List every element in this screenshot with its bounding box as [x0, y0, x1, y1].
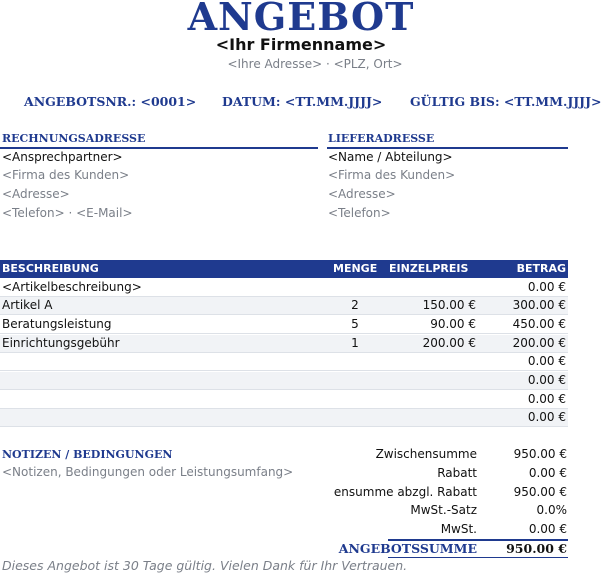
- row-amount: 0.00 €: [527, 354, 566, 368]
- company-address: <Ihre Adresse> · <PLZ, Ort>: [227, 57, 403, 71]
- row-divider: [0, 370, 568, 371]
- subtotal-value: 950.00 €: [513, 447, 567, 461]
- shipping-heading: LIEFERADRESSE: [328, 132, 435, 145]
- table-row: [0, 391, 568, 409]
- shipping-rule: [327, 147, 568, 149]
- discount-value: 0.00 €: [528, 466, 567, 480]
- document-title: ANGEBOT: [187, 0, 415, 39]
- col-unit-price: EINZELPREIS: [389, 262, 469, 275]
- row-quantity: 1: [351, 336, 359, 350]
- table-row: [0, 372, 568, 390]
- table-row: [0, 316, 568, 334]
- company-name: <Ihr Firmenname>: [215, 35, 387, 54]
- discount-label: Rabatt: [437, 466, 477, 480]
- row-description: Artikel A: [2, 298, 53, 312]
- after-discount-value: 950.00 €: [513, 485, 567, 499]
- row-quantity: 2: [351, 298, 359, 312]
- row-divider: [0, 389, 568, 390]
- row-amount: 450.00 €: [512, 317, 566, 331]
- row-quantity: 5: [351, 317, 359, 331]
- row-amount: 200.00 €: [512, 336, 566, 350]
- row-description: Beratungsleistung: [2, 317, 112, 331]
- row-amount: 0.00 €: [527, 410, 566, 424]
- row-description: Einrichtungsgebühr: [2, 336, 120, 350]
- tax-label: MwSt.: [440, 522, 477, 536]
- shipping-address: <Adresse>: [328, 187, 396, 201]
- quote-number: ANGEBOTSNR.: <0001>: [24, 94, 197, 109]
- billing-phone-email: <Telefon> · <E-Mail>: [2, 206, 133, 220]
- col-amount: BETRAG: [516, 262, 566, 275]
- tax-rate-value: 0.0%: [536, 503, 567, 517]
- shipping-phone: <Telefon>: [328, 206, 391, 220]
- table-row: [0, 279, 568, 297]
- billing-company: <Firma des Kunden>: [2, 168, 130, 182]
- row-divider: [0, 314, 568, 315]
- row-amount: 0.00 €: [527, 392, 566, 406]
- billing-rule: [0, 147, 318, 149]
- row-divider: [0, 426, 568, 427]
- table-row: [0, 353, 568, 371]
- row-unit-price: 150.00 €: [422, 298, 476, 312]
- tax-rate-label: MwSt.-Satz: [410, 503, 477, 517]
- row-amount: 300.00 €: [512, 298, 566, 312]
- shipping-contact: <Name / Abteilung>: [328, 150, 453, 164]
- billing-address: <Adresse>: [2, 187, 70, 201]
- col-quantity: MENGE: [333, 262, 378, 275]
- row-amount: 0.00 €: [527, 373, 566, 387]
- table-row: [0, 335, 568, 353]
- col-description: BESCHREIBUNG: [2, 262, 99, 275]
- tax-value: 0.00 €: [528, 522, 567, 536]
- notes-text: <Notizen, Bedingungen oder Leistungsumfang>: [2, 465, 294, 479]
- billing-contact: <Ansprechpartner>: [2, 150, 123, 164]
- quote-date: DATUM: <TT.MM.JJJJ>: [222, 94, 383, 109]
- notes-heading: NOTIZEN / BEDINGUNGEN: [2, 448, 173, 461]
- billing-heading: RECHNUNGSADRESSE: [2, 132, 146, 145]
- row-unit-price: 90.00 €: [430, 317, 476, 331]
- footer-note: Dieses Angebot ist 30 Tage gültig. Vielen Dank für Ihr Vertrauen.: [2, 558, 408, 573]
- row-amount: 0.00 €: [527, 280, 566, 294]
- table-row: [0, 409, 568, 427]
- total-underline: [388, 557, 568, 558]
- row-divider: [0, 333, 568, 334]
- table-row: [0, 297, 568, 315]
- grand-total-value: 950.00 €: [506, 541, 567, 556]
- valid-until: GÜLTIG BIS: <TT.MM.JJJJ>: [410, 94, 602, 109]
- subtotal-label: Zwischensumme: [375, 447, 477, 461]
- row-description: <Artikelbeschreibung>: [2, 280, 142, 294]
- after-discount-label: ensumme abzgl. Rabatt: [333, 485, 477, 499]
- grand-total-label: ANGEBOTSSUMME: [338, 541, 477, 556]
- shipping-company: <Firma des Kunden>: [328, 168, 456, 182]
- row-unit-price: 200.00 €: [422, 336, 476, 350]
